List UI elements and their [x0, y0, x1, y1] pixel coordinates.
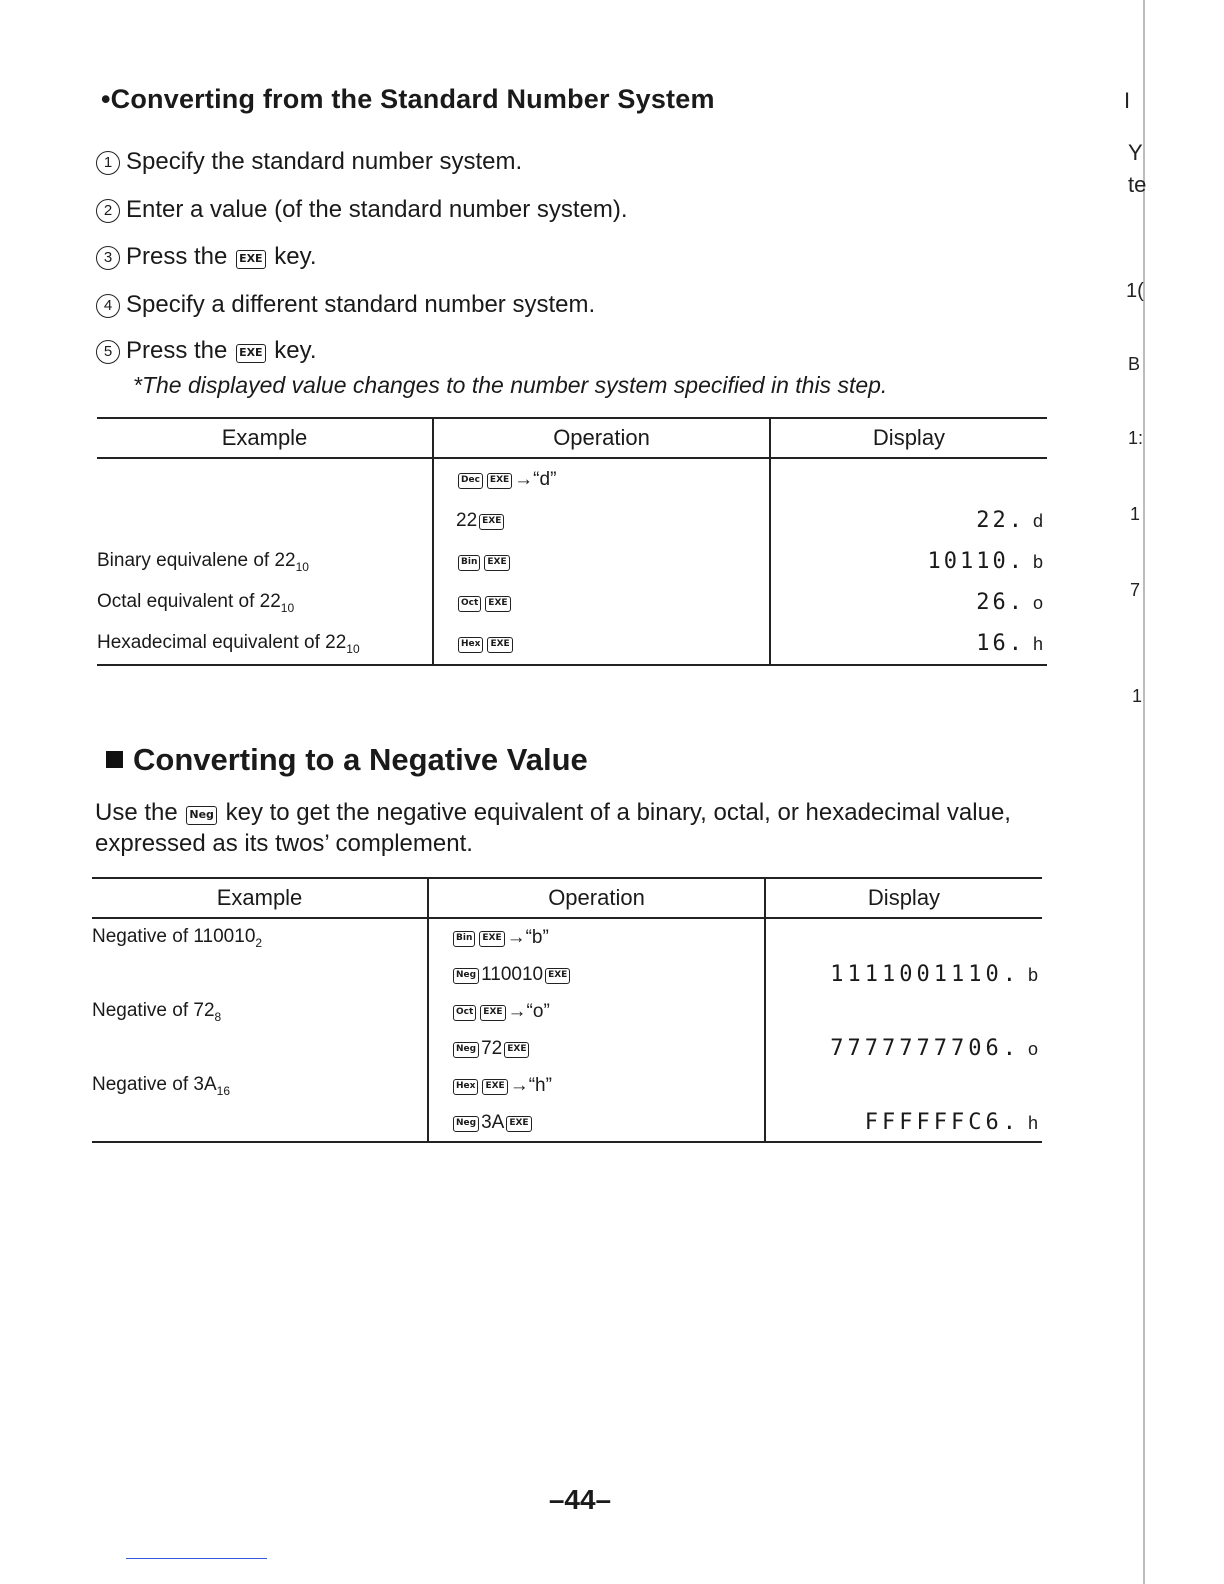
step-5 [96, 337, 316, 365]
exe-key-icon: EXE [487, 473, 512, 489]
step-3 [96, 243, 316, 271]
operation-text: 3A [481, 1111, 505, 1133]
neg-key-icon: Neg [453, 968, 479, 984]
base-subscript: 10 [295, 559, 309, 574]
base-subscript: 2 [255, 935, 263, 950]
table-row [97, 623, 1047, 665]
display-value: 1111001110. [830, 962, 1020, 987]
step-number: 1 [96, 151, 120, 175]
table-row [92, 918, 1042, 956]
adjacent-page-fragment: 1: [1128, 428, 1144, 448]
oct-key-icon: Oct [458, 596, 481, 612]
operation-text: →“o” [507, 1000, 550, 1022]
step-4 [96, 291, 595, 319]
exe-key-icon: EXE [504, 1042, 529, 1058]
exe-key-icon: EXE [506, 1116, 531, 1132]
exe-key-icon: EXE [236, 344, 266, 363]
paragraph-text: Use the [95, 799, 178, 826]
step-text-after: key. [274, 337, 317, 364]
section-heading: •Converting from the Standard Number System [101, 84, 715, 114]
adjacent-page-fragment: 7 [1130, 580, 1141, 600]
step-text: Enter a value (of the standard number system). [126, 196, 628, 223]
adjacent-page-fragment: te [1128, 172, 1147, 197]
neg-key-icon: Neg [453, 1042, 479, 1058]
display-value: 7777777706. [830, 1036, 1020, 1061]
column-header-display: Display [867, 885, 941, 910]
step-text: Press the [126, 243, 228, 270]
base-subscript: 8 [214, 1009, 222, 1024]
step-1 [96, 148, 522, 176]
exe-key-icon: EXE [236, 250, 266, 269]
neg-key-icon: Neg [186, 806, 217, 825]
step-number: 3 [96, 246, 120, 270]
adjacent-page-fragment: I [1124, 88, 1131, 113]
display-value: 16. [976, 631, 1025, 656]
exe-key-icon: EXE [487, 637, 512, 653]
adjacent-page-fragment: B [1128, 354, 1141, 374]
column-header-operation: Operation [428, 878, 765, 918]
page-number: –44– [548, 1484, 612, 1515]
step-number: 5 [96, 340, 120, 364]
display-value: 26. [976, 590, 1025, 615]
table-row [97, 458, 1047, 500]
bin-key-icon: Bin [453, 931, 475, 947]
base-subscript: 10 [346, 641, 360, 656]
bin-key-icon: Bin [458, 555, 480, 571]
step-text: Specify a different standard number system. [126, 291, 596, 318]
operation-text: 110010 [481, 963, 544, 985]
base-subscript: 10 [280, 600, 295, 615]
table-row [92, 1104, 1042, 1142]
column-header-example: Example [221, 425, 308, 450]
column-header-example: Example [216, 885, 303, 910]
step-number: 4 [96, 294, 120, 318]
oct-key-icon: Oct [453, 1005, 476, 1021]
section-heading [106, 742, 588, 778]
table-row [97, 582, 1047, 623]
hex-key-icon: Hex [458, 637, 483, 653]
dec-key-icon: Dec [458, 473, 483, 489]
display-suffix: o [1027, 1039, 1038, 1059]
paragraph-text: key to get the negative equivalent of a binary, octal, or hexadecimal value, expressed as its twos’ complement. [95, 799, 1011, 857]
table-row [92, 1067, 1042, 1104]
operation-text: →“b” [506, 926, 549, 948]
exe-key-icon: EXE [479, 931, 504, 947]
display-value: FFFFFFC6. [864, 1110, 1020, 1135]
example-text: Negative of 3A [92, 1073, 217, 1095]
exe-key-icon: EXE [484, 555, 509, 571]
step-text: Specify the standard number system. [126, 148, 523, 175]
square-bullet-icon [106, 751, 123, 768]
exe-key-icon: EXE [545, 968, 570, 984]
operation-text: 22 [456, 509, 478, 531]
table-row [92, 956, 1042, 993]
negative-value-table [92, 877, 1042, 1143]
exe-key-icon: EXE [485, 596, 510, 612]
column-header-display: Display [872, 425, 946, 450]
example-text: Binary equivalene of 22 [97, 549, 296, 571]
adjacent-page-fragment: 1( [1126, 280, 1144, 302]
display-value: 10110. [927, 549, 1025, 574]
step-2 [96, 196, 628, 224]
operation-text: →“d” [514, 468, 557, 490]
conversion-table [97, 417, 1047, 666]
display-suffix: h [1027, 1113, 1038, 1133]
base-subscript: 16 [216, 1083, 230, 1098]
exe-key-icon: EXE [479, 514, 504, 530]
table-header [97, 418, 1047, 458]
section-paragraph [95, 797, 1055, 859]
display-suffix: b [1027, 965, 1038, 985]
step-number: 2 [96, 199, 120, 223]
operation-text: 72 [481, 1037, 503, 1059]
example-text: Negative of 72 [92, 999, 215, 1021]
display-suffix: b [1032, 552, 1043, 572]
footer-rule [126, 1558, 267, 1559]
exe-key-icon: EXE [482, 1079, 507, 1095]
operation-text: →“h” [509, 1074, 552, 1096]
example-text: Octal equivalent of 22 [97, 590, 281, 612]
table-row [97, 500, 1047, 541]
adjacent-page-edge [1143, 0, 1145, 1584]
step-text-after: key. [274, 243, 317, 270]
table-row [92, 993, 1042, 1030]
table-row [92, 1030, 1042, 1067]
adjacent-page-fragment: 1 [1130, 504, 1141, 524]
table-header [92, 878, 1042, 918]
exe-key-icon: EXE [480, 1005, 505, 1021]
display-suffix: d [1032, 511, 1043, 531]
display-value: 22. [976, 508, 1025, 533]
display-suffix: o [1032, 593, 1043, 613]
display-suffix: h [1032, 634, 1043, 654]
hex-key-icon: Hex [453, 1079, 478, 1095]
example-text: Hexadecimal equivalent of 22 [97, 631, 347, 653]
neg-key-icon: Neg [453, 1116, 479, 1132]
adjacent-page-fragment: Y [1128, 140, 1143, 165]
step-note: *The displayed value changes to the number system specified in this step. [133, 372, 888, 398]
step-text: Press the [126, 337, 228, 364]
column-header-operation: Operation [433, 418, 770, 458]
example-text: Negative of 110010 [92, 925, 256, 947]
table-row [97, 541, 1047, 582]
section-heading-text: Converting to a Negative Value [133, 742, 588, 777]
adjacent-page-fragment: 1 [1132, 686, 1143, 706]
